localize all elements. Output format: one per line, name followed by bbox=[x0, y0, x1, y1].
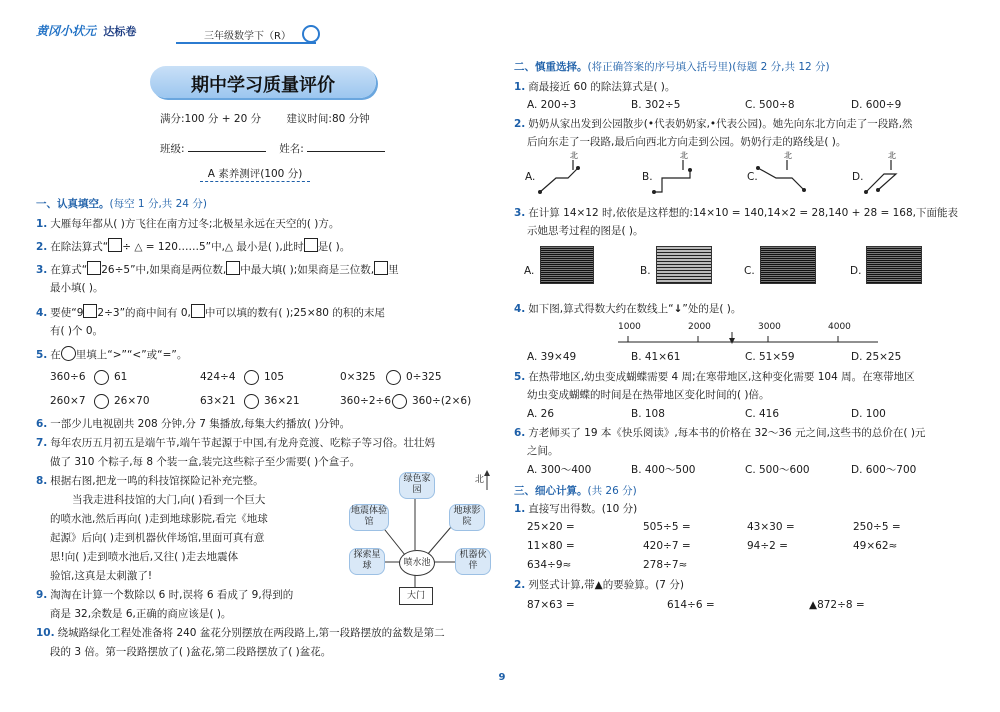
q-text: 2÷3”的商中间有 0, bbox=[97, 307, 191, 319]
north-label: 北 bbox=[570, 151, 578, 160]
q-text: 验馆,这真是太刺激了! bbox=[50, 570, 153, 582]
answer-circle[interactable] bbox=[244, 394, 259, 409]
compare-expr: 360÷2÷6 bbox=[340, 395, 391, 407]
answer-circle[interactable] bbox=[94, 394, 109, 409]
option-b[interactable]: B. bbox=[640, 265, 651, 277]
compare-expr: 360÷6 bbox=[50, 371, 86, 383]
q-text: 幼虫变成蝴蝶的时间是在热带地区变化时间的( )倍。 bbox=[527, 389, 770, 401]
q-text: 之间。 bbox=[527, 445, 559, 457]
s3-q1 bbox=[514, 502, 637, 516]
q-text: 中可以填的数有( );25×80 的积的末尾 bbox=[204, 307, 385, 319]
calc-item: 25×20 = bbox=[527, 521, 575, 533]
s1-q4 bbox=[36, 304, 385, 320]
option-d[interactable]: D. bbox=[850, 265, 862, 277]
calc-item: 49×62≈ bbox=[853, 540, 898, 552]
option-b[interactable]: B. 400～500 bbox=[631, 464, 696, 476]
s2-q3-figures bbox=[524, 246, 984, 296]
option-b[interactable]: B. 108 bbox=[631, 408, 665, 420]
brand-logo bbox=[36, 22, 136, 39]
s2-q6-cont bbox=[527, 444, 559, 458]
q-text: 绕城路绿化工程处准备将 240 盆花分别摆放在两段路上,第一段路摆放的盆数是第二 bbox=[57, 627, 445, 639]
calc-item: 94÷2 = bbox=[747, 540, 788, 552]
q-number: 2. bbox=[36, 241, 48, 253]
q-text: 在 bbox=[50, 349, 61, 361]
q-number: 3. bbox=[514, 207, 526, 219]
q-text: 方老师买了 19 本《快乐阅读》,每本书的价格在 32～36 元之间,这些书的总价在( )元 bbox=[528, 427, 926, 439]
s2-q6 bbox=[514, 426, 925, 440]
q-text: 示她思考过程的图是( )。 bbox=[527, 225, 644, 237]
grid-figure-a bbox=[540, 246, 594, 284]
q-text: 列竖式计算,带▲的要验算。(7 分) bbox=[528, 579, 684, 591]
north-label: 北 bbox=[680, 151, 688, 160]
s1-q8 bbox=[36, 474, 264, 488]
q-text: 在算式“ bbox=[50, 264, 88, 276]
answer-box[interactable] bbox=[83, 304, 97, 318]
option-d[interactable]: D. 25×25 bbox=[851, 351, 902, 363]
calc-item: 43×30 = bbox=[747, 521, 795, 533]
answer-circle[interactable] bbox=[386, 370, 401, 385]
calc-item: 634÷9≈ bbox=[527, 559, 572, 571]
compare-expr: 0×325 bbox=[340, 371, 376, 383]
q-text: 每年农历五月初五是端午节,端午节起源于中国,有龙舟竞渡、吃粽子等习俗。壮壮妈 bbox=[50, 437, 435, 449]
vertical-calc-item: ▲872÷8 = bbox=[809, 599, 865, 611]
suggested-time: 建议时间:80 分钟 bbox=[286, 113, 370, 125]
q-text: 起源》后向( )走到机器伙伴场馆,里面可真有意 bbox=[50, 532, 265, 544]
q-text: 有( )个 0。 bbox=[50, 325, 104, 337]
q-text: 一部少儿电视剧共 208 分钟,分 7 集播放,每集大约播放( )分钟。 bbox=[50, 418, 351, 430]
calc-item: 11×80 = bbox=[527, 540, 575, 552]
answer-box[interactable] bbox=[304, 238, 318, 252]
tick-label: 1000 bbox=[618, 322, 641, 332]
q-text: 在计算 14×12 时,依依是这样想的:14×10 = 140,14×2 = 28,140 + 28 = 168,下面能表 bbox=[528, 207, 958, 219]
section1-title bbox=[36, 197, 207, 211]
full-score: 满分:100 分 + 20 分 bbox=[160, 113, 262, 125]
q-text: 直接写出得数。(10 分) bbox=[528, 503, 638, 515]
down-arrow-icon: ↓ bbox=[673, 303, 683, 315]
q-text: 根据右图,把龙一鸣的科技馆探险记补充完整。 bbox=[50, 475, 264, 487]
s1-q3 bbox=[36, 261, 399, 277]
swirl-icon bbox=[302, 25, 320, 43]
answer-circle[interactable] bbox=[244, 370, 259, 385]
q-text: ”处的是( )。 bbox=[682, 303, 742, 315]
q-text: 要使“9 bbox=[50, 307, 84, 319]
q-text: 里 bbox=[388, 264, 399, 276]
q-text: ÷ △ = 120……5”中,△ 最小是( ),此时 bbox=[122, 241, 304, 253]
section2-note: (将正确答案的序号填入括号里)(每题 2 分,共 12 分) bbox=[587, 61, 830, 73]
q-text: 的喷水池,然后再向( )走到地球影院,看完《地球 bbox=[50, 513, 268, 525]
series-name: 达标卷 bbox=[103, 25, 137, 38]
calc-item: 505÷5 = bbox=[643, 521, 691, 533]
section2-title bbox=[514, 60, 830, 74]
q-text: 是( )。 bbox=[317, 241, 351, 253]
north-label: 北 bbox=[888, 151, 896, 160]
class-field[interactable] bbox=[188, 151, 266, 152]
part-a-label bbox=[200, 166, 310, 182]
compare-expr: 63×21 bbox=[200, 395, 236, 407]
answer-box[interactable] bbox=[87, 261, 101, 275]
option-a[interactable]: A. 39×49 bbox=[527, 351, 577, 363]
map-explore-planet: 探索星球 bbox=[349, 548, 385, 575]
map-robot-partner: 机器伙伴 bbox=[455, 548, 491, 575]
section1-note: (每空 1 分,共 24 分) bbox=[109, 198, 207, 210]
s2-q5 bbox=[514, 370, 915, 384]
grid-figure-c bbox=[760, 246, 816, 284]
s2-q2-cont bbox=[527, 135, 846, 149]
answer-box[interactable] bbox=[374, 261, 388, 275]
q-number: 4. bbox=[36, 307, 48, 319]
q-number: 2. bbox=[514, 118, 526, 130]
q-text: 里填上“>”“<”或“=”。 bbox=[75, 349, 188, 361]
s1-q9-cont bbox=[50, 607, 231, 621]
q-text: 思!向( )走到喷水池后,又往( )走去地震体 bbox=[50, 551, 239, 563]
answer-box[interactable] bbox=[191, 304, 205, 318]
calc-item: 278÷7≈ bbox=[643, 559, 688, 571]
q-text: 淘淘在计算一个数除以 6 时,误将 6 看成了 9,得到的 bbox=[50, 589, 294, 601]
map-green-home: 绿色家园 bbox=[399, 472, 435, 499]
option-c[interactable]: C. 500～600 bbox=[745, 464, 810, 476]
q-number: 1. bbox=[514, 81, 526, 93]
q-number: 1. bbox=[36, 218, 48, 230]
q-number: 3. bbox=[36, 264, 48, 276]
s1-q10 bbox=[36, 626, 445, 640]
option-a[interactable]: A. bbox=[524, 265, 535, 277]
map-gate: 大门 bbox=[399, 587, 433, 605]
option-c[interactable]: C. 51×59 bbox=[745, 351, 795, 363]
compare-expr: 36×21 bbox=[264, 395, 300, 407]
section2-heading: 二、慎重选择。 bbox=[514, 61, 588, 73]
vertical-calc-item: 614÷6 = bbox=[667, 599, 715, 611]
compare-expr: 360÷(2×6) bbox=[412, 395, 472, 407]
q-text: 26÷5”中,如果商是两位数, bbox=[101, 264, 227, 276]
option-d[interactable]: D. 600～700 bbox=[851, 464, 917, 476]
number-line bbox=[600, 322, 880, 352]
q-number: 5. bbox=[514, 371, 526, 383]
option-a[interactable]: A. 300～400 bbox=[527, 464, 592, 476]
subject-badge bbox=[176, 28, 316, 44]
title-banner bbox=[150, 66, 376, 98]
q-number: 8. bbox=[36, 475, 48, 487]
q-text: 大雁每年都从( )方飞往在南方过冬;北极星永远在天空的( )方。 bbox=[50, 218, 340, 230]
name-field[interactable] bbox=[307, 151, 385, 152]
q-text: 做了 310 个粽子,每 8 个装一盒,装完这些粽子至少需要( )个盒子。 bbox=[50, 456, 361, 468]
q-text: 后向东走了一段路,最后向西北方向走到公园。奶奶行走的路线是( )。 bbox=[527, 136, 847, 148]
route-diagrams bbox=[522, 150, 982, 204]
section3-title bbox=[514, 484, 637, 498]
q-text: 当我走进科技馆的大门,向( )看到一个巨大 bbox=[72, 494, 266, 506]
section3-note: (共 26 分) bbox=[587, 485, 637, 497]
q-text: 商是 32,余数是 6,正确的商应该是( )。 bbox=[50, 608, 232, 620]
s1-q8-l1 bbox=[72, 493, 265, 507]
brand-name: 黄冈小状元 bbox=[36, 24, 97, 38]
map-earthquake-hall: 地震体验馆 bbox=[349, 504, 389, 531]
option-c[interactable]: C. 416 bbox=[745, 408, 780, 420]
s1-q7-cont bbox=[50, 455, 360, 469]
page-number bbox=[488, 672, 516, 683]
s1-q6 bbox=[36, 417, 350, 431]
answer-box[interactable] bbox=[226, 261, 240, 275]
s3-q2 bbox=[514, 578, 684, 592]
map-earth-cinema: 地球影院 bbox=[449, 504, 485, 531]
s2-q2-routes bbox=[522, 150, 982, 204]
calc-item: 250÷5 = bbox=[853, 521, 901, 533]
score-line bbox=[160, 112, 370, 126]
class-name-line bbox=[160, 142, 385, 156]
museum-map bbox=[345, 470, 495, 610]
option-a[interactable]: A. 200÷3 bbox=[527, 99, 577, 111]
q-number: 1. bbox=[514, 503, 526, 515]
grid-figure-b bbox=[656, 246, 712, 284]
option-b[interactable]: B. bbox=[642, 171, 653, 183]
class-label: 班级: bbox=[160, 143, 185, 155]
north-label: 北 bbox=[784, 151, 792, 160]
option-d[interactable]: D. bbox=[852, 171, 864, 183]
option-c[interactable]: C. bbox=[744, 265, 755, 277]
subject-badge-text: 三年级数学下（R） bbox=[204, 31, 291, 42]
compare-expr: 26×70 bbox=[114, 395, 150, 407]
name-label: 姓名: bbox=[279, 143, 304, 155]
s2-q2 bbox=[514, 117, 913, 131]
section3-heading: 三、细心计算。 bbox=[514, 485, 588, 497]
s1-q8-l4 bbox=[50, 550, 238, 564]
q-number: 6. bbox=[514, 427, 526, 439]
q-number: 2. bbox=[514, 579, 526, 591]
s1-q10-cont bbox=[50, 645, 331, 659]
compare-expr: 260×7 bbox=[50, 395, 86, 407]
tick-label: 2000 bbox=[688, 322, 711, 332]
s1-q3-cont bbox=[50, 281, 104, 295]
s2-q3-cont bbox=[527, 224, 644, 238]
section1-heading: 一、认真填空。 bbox=[36, 198, 110, 210]
s1-q2 bbox=[36, 238, 350, 254]
q-text: 如下图,算式得数大约在数线上“ bbox=[528, 303, 674, 315]
part-a-text: A 素养测评(100 分) bbox=[207, 168, 303, 180]
q-text: 最小填( )。 bbox=[50, 282, 104, 294]
option-b[interactable]: B. 41×61 bbox=[631, 351, 681, 363]
q-text: 商最接近 60 的除法算式是( )。 bbox=[528, 81, 676, 93]
grid-figure-d bbox=[866, 246, 922, 284]
q-text: 在除法算式“ bbox=[50, 241, 109, 253]
page-title: 期中学习质量评价 bbox=[191, 75, 335, 96]
compare-expr: 105 bbox=[264, 371, 285, 383]
option-a[interactable]: A. bbox=[525, 171, 536, 183]
compare-expr: 424÷4 bbox=[200, 371, 236, 383]
option-b[interactable]: B. 302÷5 bbox=[631, 99, 681, 111]
q-number: 10. bbox=[36, 627, 55, 639]
option-a[interactable]: A. 26 bbox=[527, 408, 555, 420]
map-fountain: 喷水池 bbox=[399, 550, 435, 576]
q-number: 5. bbox=[36, 349, 48, 361]
option-c[interactable]: C. 500÷8 bbox=[745, 99, 795, 111]
q-text: 在热带地区,幼虫变成蝴蝶需要 4 周;在寒带地区,这种变化需要 104 周。在寒带地区 bbox=[528, 371, 915, 383]
page-number-text: 9 bbox=[498, 672, 506, 683]
s1-q5 bbox=[36, 346, 187, 362]
option-c[interactable]: C. bbox=[747, 171, 758, 183]
q-text: 中最大填( );如果商是三位数, bbox=[240, 264, 375, 276]
q-number: 7. bbox=[36, 437, 48, 449]
s2-q1 bbox=[514, 80, 675, 94]
north-label: 北 bbox=[475, 475, 485, 485]
answer-circle[interactable] bbox=[61, 346, 76, 361]
tick-label: 4000 bbox=[828, 322, 851, 332]
q-number: 6. bbox=[36, 418, 48, 430]
s2-q3 bbox=[514, 206, 958, 220]
q-text: 段的 3 倍。第一段路摆放了( )盆花,第二段路摆放了( )盆花。 bbox=[50, 646, 332, 658]
s1-q8-l5 bbox=[50, 569, 152, 583]
s2-q4 bbox=[514, 302, 741, 316]
q-number: 4. bbox=[514, 303, 526, 315]
answer-circle[interactable] bbox=[392, 394, 407, 409]
s2-q5-cont bbox=[527, 388, 770, 402]
option-d[interactable]: D. 600÷9 bbox=[851, 99, 902, 111]
tick-label: 3000 bbox=[758, 322, 781, 332]
s1-q4-cont bbox=[50, 324, 103, 338]
vertical-calc-item: 87×63 = bbox=[527, 599, 575, 611]
s1-q9 bbox=[36, 588, 293, 602]
answer-box[interactable] bbox=[108, 238, 122, 252]
s1-q8-l3 bbox=[50, 531, 264, 545]
answer-circle[interactable] bbox=[94, 370, 109, 385]
q-number: 9. bbox=[36, 589, 48, 601]
s1-q7 bbox=[36, 436, 435, 450]
option-d[interactable]: D. 100 bbox=[851, 408, 886, 420]
calc-item: 420÷7 = bbox=[643, 540, 691, 552]
q-text: 奶奶从家出发到公园散步(•代表奶奶家,•代表公园)。她先向东北方向走了一段路,然 bbox=[528, 118, 913, 130]
s1-q8-l2 bbox=[50, 512, 268, 526]
s1-q1 bbox=[36, 217, 339, 231]
compare-expr: 0÷325 bbox=[406, 371, 442, 383]
compare-expr: 61 bbox=[114, 371, 128, 383]
